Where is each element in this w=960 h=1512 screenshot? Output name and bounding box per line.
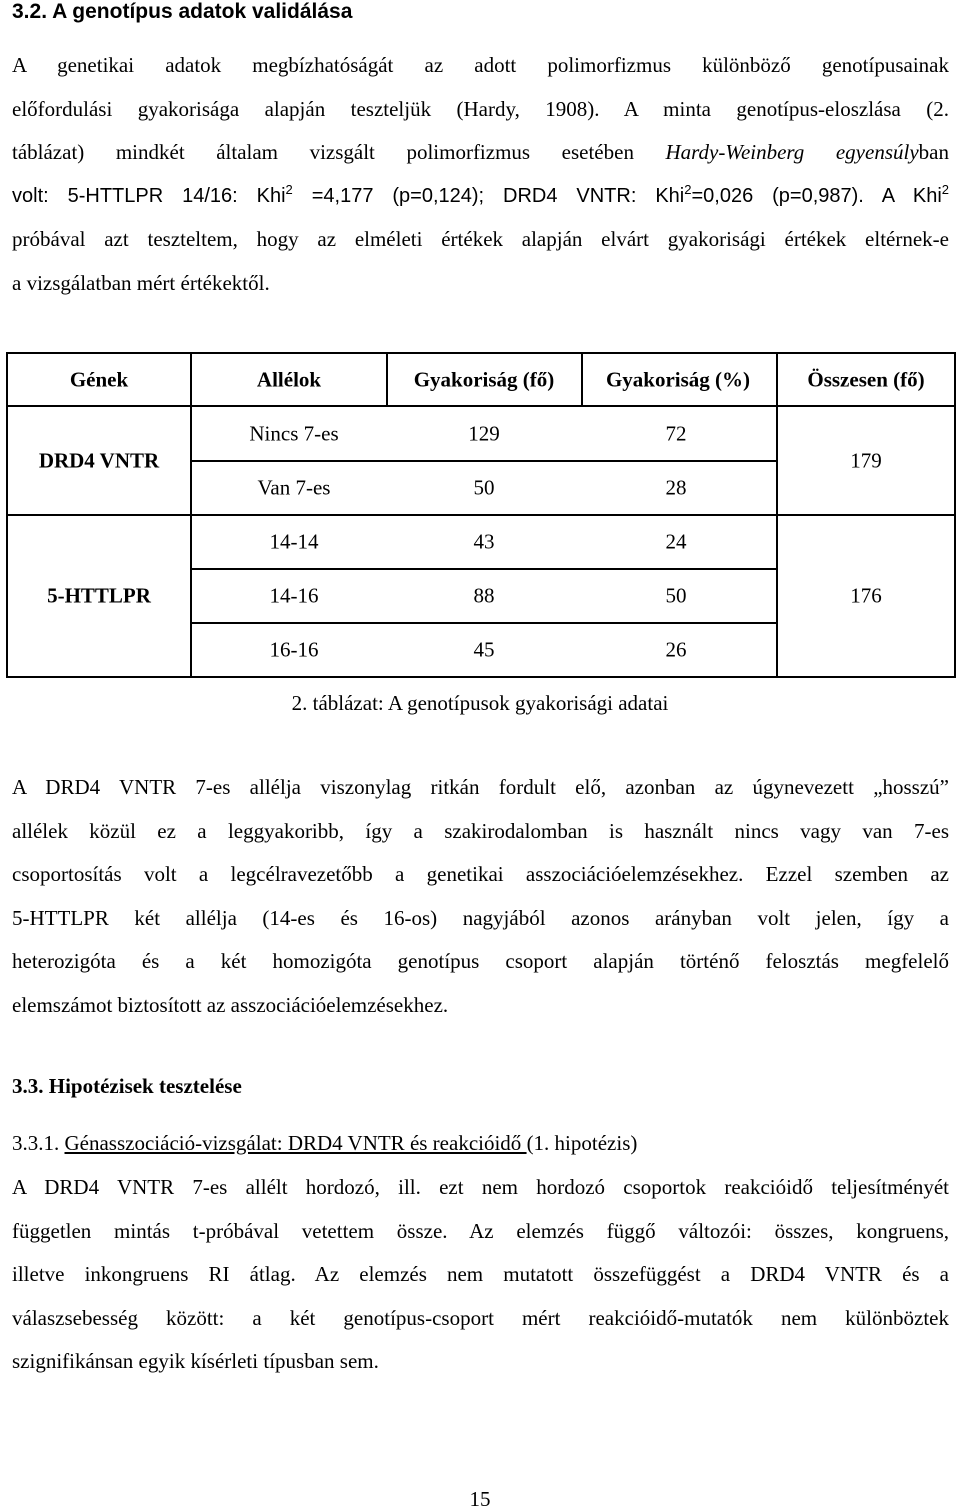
text-line: a vizsgálatban mért értékektől. bbox=[12, 270, 270, 295]
text-line: próbával azt teszteltem, hogy az elméleti értékek alapján elvárt gyakorisági értékek eltérnek-e bbox=[12, 227, 949, 251]
text-run: volt: 5-HTTLPR 14/16: Khi bbox=[12, 184, 286, 207]
header-total: Összesen (fő) bbox=[807, 367, 925, 392]
allele-cell: Nincs 7-es bbox=[249, 421, 339, 446]
percent-cell: 28 bbox=[665, 475, 687, 500]
table-rule bbox=[190, 352, 192, 406]
header-genes: Gének bbox=[69, 367, 129, 392]
text-line bbox=[12, 131, 949, 175]
table-rule bbox=[190, 568, 776, 570]
header-frequency-percent: Gyakoriság (%) bbox=[605, 367, 751, 392]
table-caption: 2. táblázat: A genotípusok gyakorisági adatai bbox=[291, 691, 669, 715]
text-run: ban bbox=[918, 140, 949, 164]
count-cell: 43 bbox=[473, 529, 495, 554]
page-number: 15 bbox=[469, 1487, 491, 1511]
superscript: 2 bbox=[285, 181, 293, 197]
section-heading: 3.3. Hipotézisek tesztelése bbox=[12, 1074, 242, 1098]
allele-cell: Van 7-es bbox=[257, 475, 331, 500]
text-line: heterozigóta és a két homozigóta genotípus csoport alapján történő felosztás megfelelő bbox=[12, 949, 949, 973]
table-rule bbox=[581, 352, 583, 406]
section-heading: 3.2. A genotípus adatok validálása bbox=[12, 0, 353, 23]
text-run: táblázat) mindkét általam vizsgált polimorfizmus esetében bbox=[12, 140, 666, 164]
text-line: A DRD4 VNTR 7-es allélt hordozó, ill. ezt nem hordozó csoportok reakcióidő teljesítményét bbox=[12, 1175, 949, 1199]
text-line bbox=[12, 175, 949, 219]
text-line: válaszsebesség között: a két genotípus-csoport mért reakcióidő-mutatók nem különböztek bbox=[12, 1305, 949, 1330]
text-line: allélek közül ez a leggyakoribb, így a szakirodalomban is használt nincs vagy van 7-es bbox=[12, 818, 949, 843]
genotype-table bbox=[6, 352, 956, 678]
subsection-title: Génasszociáció-vizsgálat: DRD4 VNTR és reakcióidő bbox=[64, 1131, 527, 1155]
percent-cell: 50 bbox=[665, 583, 687, 608]
percent-cell: 24 bbox=[665, 529, 687, 554]
table-border bbox=[6, 676, 956, 678]
paragraph-discussion bbox=[12, 766, 949, 1027]
group-total: 176 bbox=[850, 583, 882, 608]
table-rule bbox=[6, 405, 956, 407]
table-border bbox=[6, 352, 956, 354]
text-run: =4,177 (p=0,124); DRD4 VNTR: Khi bbox=[292, 184, 685, 207]
count-cell: 50 bbox=[473, 475, 495, 500]
gene-label: 5-HTTLPR bbox=[47, 583, 151, 608]
text-line: független mintás t-próbával vetettem össze. Az elemzés függő változói: összes, kongruens, bbox=[12, 1218, 949, 1243]
text-line: előfordulási gyakorisága alapján teszteljük (Hardy, 1908). A minta genotípus-eloszlása (2. bbox=[12, 96, 949, 121]
text-line: A DRD4 VNTR 7-es allélja viszonylag ritkán fordult elő, azonban az úgynevezett „hosszú” bbox=[12, 775, 949, 799]
count-cell: 88 bbox=[473, 583, 495, 608]
allele-cell: 14-16 bbox=[269, 583, 319, 608]
table-rule bbox=[386, 352, 388, 406]
italic-term: Hardy-Weinberg egyensúly bbox=[665, 140, 919, 164]
percent-cell: 26 bbox=[665, 637, 687, 662]
table-rule bbox=[776, 406, 778, 678]
percent-cell: 72 bbox=[665, 421, 687, 446]
superscript: 2 bbox=[941, 181, 949, 197]
allele-cell: 16-16 bbox=[269, 637, 319, 662]
paragraph-validation bbox=[12, 44, 949, 305]
text-line: illetve inkongruens RI átlag. Az elemzés nem mutatott összefüggést a DRD4 VNTR és a bbox=[12, 1262, 949, 1286]
subsection-heading bbox=[12, 1131, 637, 1156]
paragraph-hypothesis bbox=[12, 1166, 949, 1384]
table-rule bbox=[190, 622, 776, 624]
text-line: A genetikai adatok megbízhatóságát az adott polimorfizmus különböző genotípusainak bbox=[12, 53, 949, 77]
table-rule bbox=[776, 352, 778, 406]
table-rule bbox=[6, 514, 956, 516]
table-rule bbox=[190, 406, 192, 678]
superscript: 2 bbox=[684, 181, 692, 197]
count-cell: 129 bbox=[468, 421, 500, 446]
text-run: =0,026 (p=0,987). A Khi bbox=[691, 184, 942, 207]
text-line: elemszámot biztosított az asszociációelemzésekhez. bbox=[12, 992, 449, 1017]
text-line: szignifikánsan egyik kísérleti típusban sem. bbox=[12, 1349, 379, 1373]
text-line: csoportosítás volt a legcélravezetőbb a genetikai asszociációelemzésekhez. Ezzel szemben az bbox=[12, 862, 949, 886]
count-cell: 45 bbox=[473, 637, 495, 662]
gene-label: DRD4 VNTR bbox=[38, 448, 160, 473]
text-line: 5-HTTLPR két allélja (14-es és 16-os) nagyjából azonos arányban volt jelen, így a bbox=[12, 905, 949, 930]
subsection-number: 3.3.1. bbox=[12, 1131, 65, 1155]
group-total: 179 bbox=[850, 448, 882, 473]
header-frequency-count: Gyakoriság (fő) bbox=[413, 367, 555, 392]
table-rule bbox=[190, 460, 776, 462]
subsection-tail: (1. hipotézis) bbox=[526, 1131, 638, 1155]
allele-cell: 14-14 bbox=[269, 529, 319, 554]
header-alleles: Allélok bbox=[256, 367, 322, 392]
